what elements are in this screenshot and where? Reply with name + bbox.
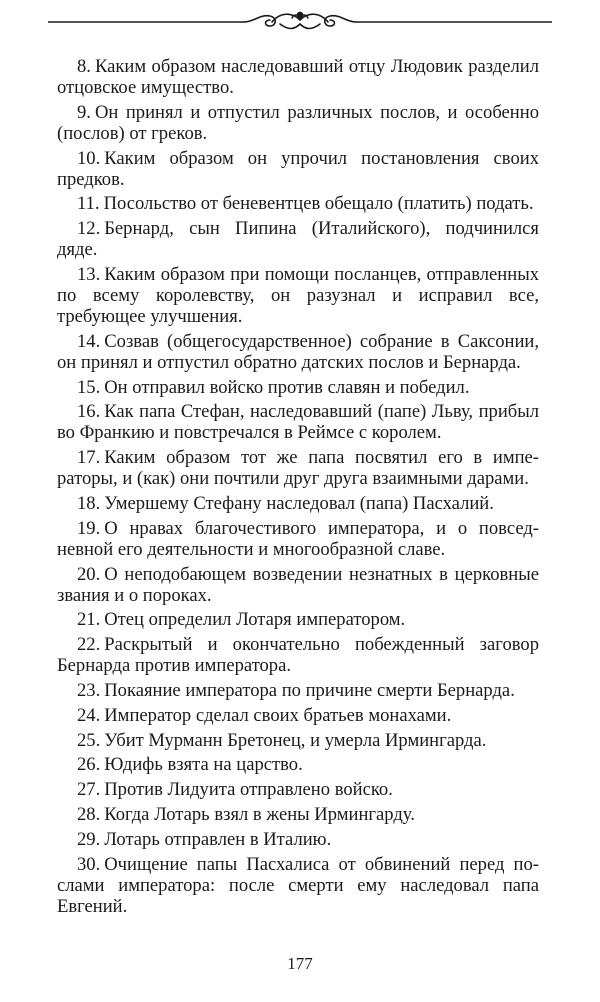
item-number: 11. [77, 193, 100, 215]
list-item [57, 148, 539, 190]
header-ornament-rule [48, 0, 552, 40]
page-number: 177 [287, 954, 313, 973]
item-number: 19. [77, 517, 101, 539]
item-text: Как папа Стефан, наследовавший (папе) Льву, прибыл во Франкию и повстречался в Реймсе с королем. [57, 401, 539, 444]
list-item [57, 331, 539, 373]
item-text: Раскрытый и окончательно побежденный заговор Бернарда против императора. [57, 634, 539, 677]
contents-list [57, 56, 539, 920]
list-item [57, 56, 539, 98]
item-number: 9. [77, 101, 91, 123]
item-text: Он принял и отпустил различных послов, и особенно (послов) от греков. [57, 101, 539, 144]
item-number: 17. [77, 447, 101, 469]
list-item [57, 634, 539, 676]
list-item [57, 730, 539, 751]
item-text: Отец определил Лотаря императором. [104, 609, 406, 631]
list-item [57, 680, 539, 701]
list-item [57, 854, 539, 917]
item-text: Очищение папы Пасхалиса от обвинений перед послами императора: после смерти ему наследовал папа Евгений. [57, 853, 539, 917]
list-item [57, 264, 539, 327]
list-item [57, 193, 539, 214]
item-text: Юдифь взята на царство. [104, 754, 303, 776]
item-text: О неподобающем возведении незнатных в церковные звания и о пороках. [57, 563, 539, 606]
item-text: Каким образом при помощи посланцев, отправленных по всему королевству, он разузнал и исправил все, требующее улучшения. [57, 263, 539, 327]
item-text: Бернард, сын Пипина (Италийского), подчинился дяде. [57, 218, 539, 261]
item-text: Умершему Стефану наследовал (папа) Пасхалий. [104, 492, 494, 514]
item-text: Против Лидуита отправлено войско. [104, 779, 393, 801]
item-text: Каким образом он упрочил постановления своих предков. [57, 147, 539, 190]
list-item [57, 754, 539, 775]
list-item [57, 401, 539, 443]
item-text: Убит Мурманн Бретонец, и умерла Ирмингарда. [104, 729, 487, 751]
item-number: 24. [77, 704, 101, 726]
item-text: Каким образом тот же папа посвятил его в императоры, и (как) они почтили друг друга взаимными дарами. [57, 447, 539, 490]
item-text: Император сделал своих братьев монахами. [104, 704, 452, 726]
item-text: Посольство от беневентцев обещало (платить) подать. [103, 193, 534, 215]
list-item [57, 829, 539, 850]
item-number: 30. [77, 853, 101, 875]
list-item [57, 377, 539, 398]
item-number: 20. [77, 563, 101, 585]
list-item [57, 609, 539, 630]
item-number: 25. [77, 729, 101, 751]
item-text: Каким образом наследовавший отцу Людовик разделил отцовское имущество. [57, 56, 539, 98]
item-number: 26. [77, 754, 101, 776]
item-number: 15. [77, 376, 101, 398]
item-number: 16. [77, 401, 101, 423]
list-item [57, 518, 539, 560]
item-number: 21. [77, 609, 101, 631]
item-number: 12. [77, 218, 101, 240]
item-number: 23. [77, 679, 101, 701]
list-item [57, 564, 539, 606]
list-item [57, 705, 539, 726]
item-text: Покаяние императора по причине смерти Бернарда. [104, 679, 515, 701]
item-text: Он отправил войско против славян и победил. [104, 376, 470, 398]
list-item [57, 218, 539, 260]
item-number: 10. [77, 147, 101, 169]
item-number: 18. [77, 492, 101, 514]
item-number: 29. [77, 828, 101, 850]
item-number: 14. [77, 330, 101, 352]
scroll-ornament-icon [244, 12, 356, 28]
item-text: Созвав (общегосударственное) собрание в Саксонии, он принял и отпустил обратно датских послов и Бернарда. [57, 330, 539, 373]
list-item [57, 493, 539, 514]
item-number: 8. [77, 56, 91, 77]
list-item [57, 447, 539, 489]
item-text: Лотарь отправлен в Италию. [104, 828, 332, 850]
item-text: О нравах благочестивого императора, и о повседневной его деятельности и многообразной славе. [57, 517, 539, 560]
item-number: 27. [77, 779, 101, 801]
item-number: 28. [77, 803, 101, 825]
item-number: 13. [77, 263, 101, 285]
item-text: Когда Лотарь взял в жены Ирмингарду. [104, 803, 415, 825]
list-item [57, 804, 539, 825]
item-number: 22. [77, 634, 101, 656]
list-item [57, 779, 539, 800]
list-item [57, 102, 539, 144]
